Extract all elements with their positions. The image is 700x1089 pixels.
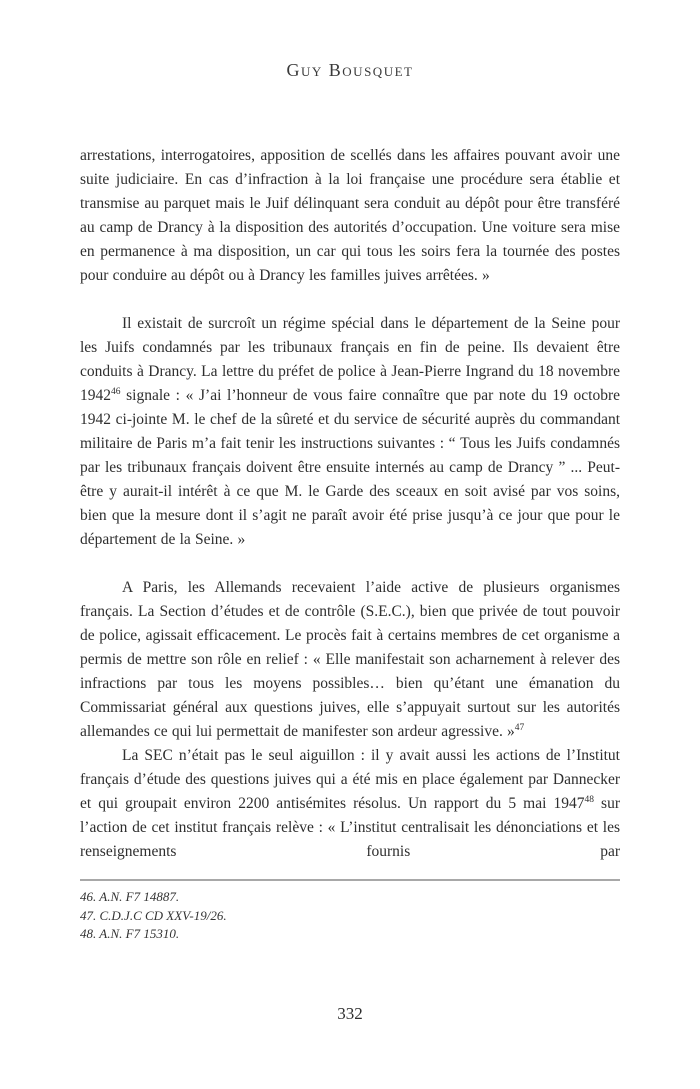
body-text: [80, 144, 620, 944]
paragraph-1-text: arrestations, interrogatoires, apposition de scellés dans les affaires pouvant avoir une suite judiciaire. En cas d’infraction à la loi française une procédure sera établie et transmise au parquet mais le Juif délinquant sera conduit au dépôt pour être transféré au camp de Drancy à la disposition des autorités d’occupation. Une voiture sera mise en permanence à ma disposition, un car qui tous les soirs fera la tournée des postes pour conduire au dépôt ou à Drancy les familles juives arrêtées. »: [80, 147, 620, 284]
running-header-author: Guy Bousquet: [286, 60, 414, 80]
paragraph-3: [80, 576, 620, 744]
footnote-47: 47. C.D.J.C CD XXV-19/26.: [80, 907, 227, 923]
footnote-ref-47: 47: [514, 723, 525, 733]
page-number: 332: [337, 1004, 363, 1023]
footnote-ref-48: 48: [584, 795, 594, 805]
paragraph-4-text-continued: sur l’action de cet institut français relève : « L’institut centralisait les dénonciations et les renseignements fournis par: [80, 795, 620, 860]
paragraph-2-text-continued: signale : « J’ai l’honneur de vous faire connaître que par note du 19 octobre 1942 ci-jointe M. le chef de la sûreté et du service de sécurité auprès du commandant militaire de Paris m’a fait tenir les instructions suivantes : “ Tous les Juifs condamnés par les tribunaux français doivent être ensuite internés au camp de Drancy ” ... Peut-être y aurait-il intérêt à ce que M. le Garde des sceaux en soit avisé par vos soins, bien que la mesure dont il s’agit ne paraît avoir été prise jusqu’à ce jour que pour le département de la Seine. »: [80, 387, 620, 548]
footnote-separator-rule: [80, 879, 620, 881]
paragraph-3-text: A Paris, les Allemands recevaient l’aide active de plusieurs organismes français. La Section d’études et de contrôle (S.E.C.), bien que privée de tout pouvoir de police, agissait efficacement. Le procès fait à certains membres de cet organisme a permis de mettre son rôle en relief : « Elle manifestait son acharnement à relever des infractions par tous les moyens possibles… bien qu’étant une émanation du Commissariat général aux questions juives, elle s’appuyait surtout sur les autorités allemandes ce qui lui permettait de manifester son ardeur agressive. »: [80, 579, 620, 740]
footnote-48: 48. A.N. F7 15310.: [80, 926, 180, 941]
paragraph-1: [80, 144, 620, 288]
paragraph-2: [80, 312, 620, 552]
footnote-area: [80, 879, 620, 944]
footnote-46: 46. A.N. F7 14887.: [80, 889, 180, 904]
footnote-ref-46: 46: [111, 387, 121, 397]
paragraph-4-text: La SEC n’était pas le seul aiguillon : il y avait aussi les actions de l’Institut français d’étude des questions juives qui a été mis en place également par Dannecker et qui groupait environ 2200 antisémites résolus. Un rapport du 5 mai 1947: [80, 747, 620, 812]
paragraph-4: [80, 744, 620, 864]
paragraph-2-text: Il existait de surcroît un régime spécial dans le département de la Seine pour les Juifs condamnés par les tribunaux français en fin de peine. Ils devaient être conduits à Drancy. La lettre du préfet de police à Jean-Pierre Ingrand du 18 novembre 1942: [80, 315, 620, 404]
